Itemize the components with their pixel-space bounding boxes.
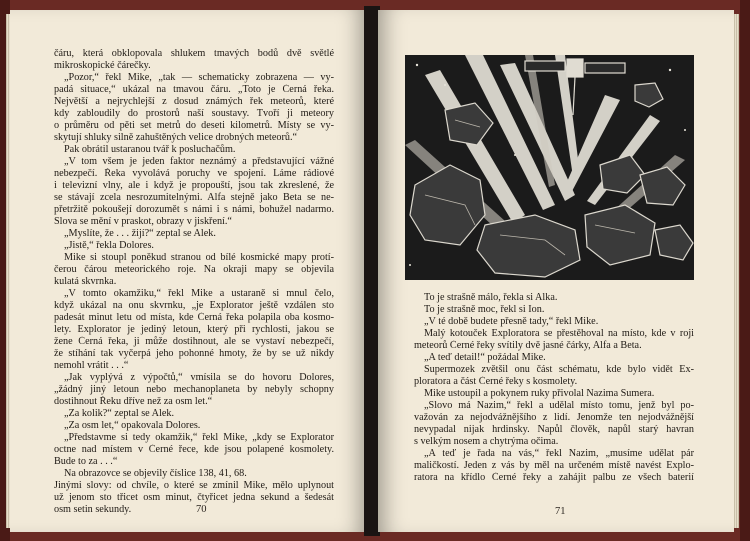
text-line: s velkým nosem a chytrýma očima. bbox=[414, 436, 559, 447]
text-line: „Pozor,“ řekl Mike, „tak — schematicky zobrazena — vy- bbox=[64, 72, 334, 83]
text-line: ratora na křídlo Černé řeky a zahájit palbu ze všech baterií bbox=[414, 472, 694, 483]
text-line: lety. Explorator je jediný letoun, který při rychlosti, jakou se bbox=[54, 324, 334, 335]
text-line: Mike ustoupil a pokynem ruky přivolal Nazima Sumera. bbox=[424, 388, 655, 399]
text-line: že stíhání tak vyčerpá jeho pohonné hmoty, že by se už nikdy bbox=[54, 348, 334, 359]
page-number-left: 70 bbox=[196, 504, 207, 515]
text-line: už jenom sto třicet osm minut, čtyřicet jedna sekund a šedesát bbox=[54, 492, 334, 503]
cover-edge-right bbox=[740, 0, 750, 541]
text-line: To je strašně málo, řekla si Alka. bbox=[424, 292, 558, 303]
right-page-text bbox=[414, 292, 694, 484]
text-line: Největší a nejrychlejší z dosud známých řek meteorů, které bbox=[54, 96, 334, 107]
text-line: osm setin sekundy. bbox=[54, 504, 132, 515]
text-line: nebezpečí. Řeka vyvolává poruchy ve spojení. Láme rádiové bbox=[54, 168, 334, 179]
text-line: To je strašně moc, řekl si Ion. bbox=[424, 304, 545, 315]
text-line: „Za osm let,“ opakovala Dolores. bbox=[64, 420, 201, 431]
text-line: čerou čárou meteorického roje. Na okraji mapy se objevila bbox=[54, 264, 334, 275]
text-line: nevypadal nijak hrdinsky. Napůl člověk, napůl starý havran bbox=[414, 424, 694, 435]
text-line: „V té době budete přesně tady,“ řekl Mike. bbox=[424, 316, 599, 327]
meteor-illustration-svg bbox=[405, 55, 694, 280]
text-line: přetržitě pokoušejí dorozumět s námi i s námi, bohužel nadarmo. bbox=[54, 204, 334, 215]
text-line: se stávají zcela nesrozumitelnými. Alfa stejně jako Beta se ne- bbox=[54, 192, 334, 203]
text-line: Malý kotouček Exploratora se přestěhoval na místo, kde v roji bbox=[424, 328, 694, 339]
text-line: „A teď je řada na vás,“ řekl Nazim, „musíme udělat pár bbox=[424, 448, 694, 459]
text-line: „Slovo má Nazim,“ řekl a udělal místo tomu, jenž byl po- bbox=[424, 400, 694, 411]
text-line: „A teď detail!“ požádal Mike. bbox=[424, 352, 546, 363]
text-line: „V tom všem je jeden faktor neznámý a představující vážné bbox=[64, 156, 334, 167]
text-line: Slova se mění v praskot, obrazy v jiskření.“ bbox=[54, 216, 232, 227]
text-line: padesát minut letu od místa, kde Černá řeka polapila oba kosmo- bbox=[54, 312, 334, 323]
text-line: „žádný jiný letoun nebo mechanoplaneta by nebyly schopny bbox=[54, 384, 334, 395]
text-line: meteorů Černé řeky svítily dvě jasné čárky, Alfa a Beta. bbox=[414, 340, 642, 351]
text-line: „Představme si tedy okamžik,“ řekl Mike, „kdy se Explorator bbox=[64, 432, 334, 443]
text-line: maličkostí. Jeden z vás by měl na určeném místě navést Explo- bbox=[414, 460, 694, 471]
text-line: Supermozek zvětšil onu část schématu, kde bylo vidět Ex- bbox=[424, 364, 694, 375]
text-line: „V tomto okamžiku,“ řekl Mike a ustaraně si mnul čelo, bbox=[64, 288, 334, 299]
text-line: o průměru od pěti set metrů do deseti kilometrů. Místy se vy- bbox=[54, 120, 334, 131]
text-line: skytují shluky silně zahuštěných velice drobných meteorů.“ bbox=[54, 132, 298, 143]
text-line: nemohl vrátit . . .“ bbox=[54, 360, 129, 371]
text-line: ploratora a část Černé řeky s kosmolety. bbox=[414, 376, 578, 387]
text-line: mikroskopické čárečky. bbox=[54, 60, 151, 71]
text-line: i televizní vlny, ale i když je propouští, jsou tak zkreslené, že bbox=[54, 180, 334, 191]
text-line: Bude to za . . .“ bbox=[54, 456, 118, 467]
text-line: „Za kolik?“ zeptal se Alek. bbox=[64, 408, 175, 419]
left-page-text bbox=[54, 48, 334, 516]
text-line: kulatá skvrnka. bbox=[54, 276, 117, 287]
text-line: když ukázal na onu skvrnku, „je Explorator ještě vzdálen sto bbox=[54, 300, 334, 311]
text-line: Mike si stoupl poněkud stranou od bílé kosmické mapy protí- bbox=[64, 252, 334, 263]
text-line: Jinými slovy: od chvíle, o které se zmínil Mike, mělo uplynout bbox=[54, 480, 334, 491]
text-line: Pak obrátil ustaranou tvář k posluchačům. bbox=[64, 144, 236, 155]
text-line: octne nad místem v Černé řece, kde jsou polapené kosmolety. bbox=[54, 444, 334, 455]
text-line: padá situace,“ ukázal na tmavou čáru. „Toto je Černá řeka. bbox=[54, 84, 334, 95]
text-line: „Myslíte, že . . . žijí?“ zeptal se Alek. bbox=[64, 228, 216, 239]
text-line: Na obrazovce se objevily číslice 138, 41, 68. bbox=[64, 468, 247, 479]
text-line: važován za nejodvážnějšího z lidí. Jenomže ten nejodvážnější bbox=[414, 412, 694, 423]
right-page bbox=[378, 10, 734, 532]
text-line: kdy zabloudily do prostorů naší soustavy. Tvoří ji meteory bbox=[54, 108, 334, 119]
illustration-meteors-spacecraft bbox=[405, 55, 694, 280]
text-line: dostihnout Řeku dříve než za osm let.“ bbox=[54, 396, 213, 407]
text-line: „Jistě,“ řekla Dolores. bbox=[64, 240, 154, 251]
text-line: čáru, která obklopovala shlukem tmavých bodů dvě světlé bbox=[54, 48, 334, 59]
text-line: žene Černá řeka, ji může dostihnout, ale se vystaví nebezpečí, bbox=[54, 336, 334, 347]
page-number-right: 71 bbox=[555, 506, 566, 517]
text-line: „Jak vyplývá z výpočtů,“ vmísila se do hovoru Dolores, bbox=[64, 372, 334, 383]
left-page bbox=[10, 10, 366, 532]
